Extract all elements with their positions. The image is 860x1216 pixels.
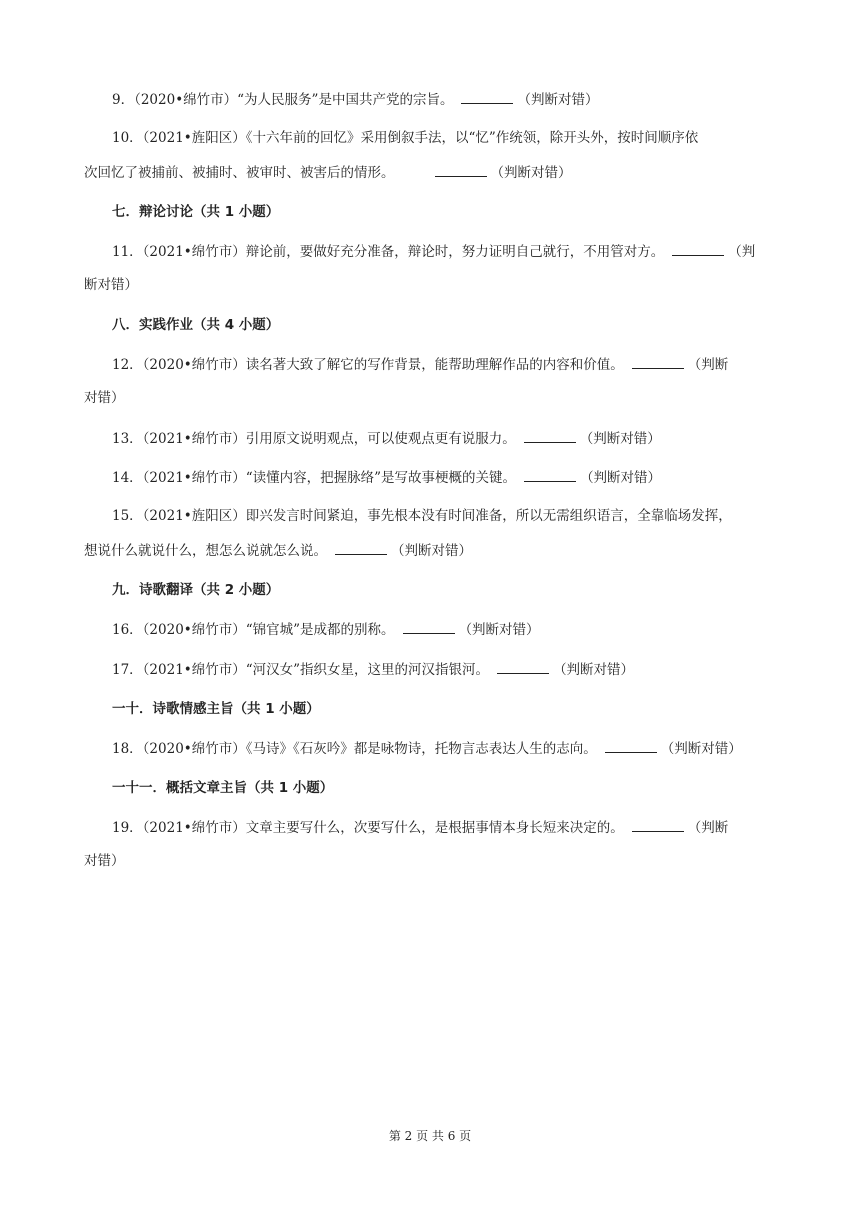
answer-blank[interactable] bbox=[461, 89, 513, 104]
answer-blank[interactable] bbox=[524, 428, 576, 443]
question-text: 17．（2021•绵竹市）“河汉女”指织女星，这里的河汉指银河。 bbox=[112, 662, 490, 678]
question-9 bbox=[84, 89, 784, 110]
question-12 bbox=[84, 354, 784, 375]
question-suffix: （判断 bbox=[687, 820, 729, 836]
question-text: 16．（2020•绵竹市）“锦官城”是成都的别称。 bbox=[112, 622, 395, 638]
answer-blank[interactable] bbox=[403, 619, 455, 634]
question-suffix: （判断对错） bbox=[580, 470, 662, 486]
question-11 bbox=[84, 241, 784, 262]
question-text: 9．（2020•绵竹市）“为人民服务”是中国共产党的宗旨。 bbox=[112, 92, 454, 108]
answer-blank[interactable] bbox=[335, 540, 387, 555]
question-text: 想说什么就说什么，想怎么说就怎么说。 bbox=[84, 543, 327, 559]
question-suffix: （判断对错） bbox=[553, 662, 635, 678]
question-suffix: （判断 bbox=[687, 357, 729, 373]
question-suffix: （判断对错） bbox=[490, 165, 572, 181]
question-suffix: （判断对错） bbox=[517, 92, 599, 108]
question-10: 10．（2021•旌阳区）《十六年前的回忆》采用倒叙手法，以“忆”作统领，除开头外，按时间顺序依 bbox=[112, 130, 699, 146]
question-suffix: （判断对错） bbox=[458, 622, 540, 638]
question-14 bbox=[84, 467, 784, 488]
question-15: 15．（2021•旌阳区）即兴发言时间紧迫，事先根本没有时间准备，所以无需组织语言，全靠临场发挥， bbox=[112, 508, 732, 524]
question-text: 19．（2021•绵竹市）文章主要写什么，次要写什么，是根据事情本身长短来决定的。 bbox=[112, 820, 624, 836]
question-19 bbox=[84, 817, 784, 838]
answer-blank[interactable] bbox=[605, 738, 657, 753]
question-text: 13．（2021•绵竹市）引用原文说明观点，可以使观点更有说服力。 bbox=[112, 431, 516, 447]
answer-blank[interactable] bbox=[524, 467, 576, 482]
question-suffix: （判 bbox=[728, 244, 756, 260]
question-suffix: （判断对错） bbox=[660, 741, 742, 757]
section-heading-10: 一十．诗歌情感主旨（共 1 小题） bbox=[112, 701, 320, 717]
answer-blank[interactable] bbox=[632, 354, 684, 369]
section-heading-9: 九．诗歌翻译（共 2 小题） bbox=[112, 582, 280, 598]
section-heading-7: 七．辩论讨论（共 1 小题） bbox=[112, 204, 280, 220]
question-13 bbox=[84, 428, 784, 449]
section-heading-8: 八．实践作业（共 4 小题） bbox=[112, 317, 280, 333]
answer-blank[interactable] bbox=[435, 162, 487, 177]
question-16 bbox=[84, 619, 784, 640]
answer-blank[interactable] bbox=[497, 659, 549, 674]
question-suffix: （判断对错） bbox=[579, 431, 661, 447]
page-footer: 第 2 页 共 6 页 bbox=[388, 1129, 472, 1143]
question-17 bbox=[84, 659, 784, 680]
question-text: 18．（2020•绵竹市）《马诗》《石灰吟》都是咏物诗，托物言志表达人生的志向。 bbox=[112, 741, 597, 757]
question-19-continued: 对错） bbox=[84, 853, 125, 869]
question-text: 14．（2021•绵竹市）“读懂内容，把握脉络”是写故事梗概的关键。 bbox=[112, 470, 517, 486]
question-11-continued: 断对错） bbox=[84, 277, 138, 293]
question-suffix: （判断对错） bbox=[391, 543, 472, 559]
question-10-continued bbox=[84, 162, 784, 183]
question-text: 次回忆了被捕前、被捕时、被审时、被害后的情形。 bbox=[84, 165, 395, 181]
answer-blank[interactable] bbox=[632, 817, 684, 832]
section-heading-11: 一十一．概括文章主旨（共 1 小题） bbox=[112, 780, 334, 796]
answer-blank[interactable] bbox=[672, 241, 724, 256]
question-12-continued: 对错） bbox=[84, 390, 125, 406]
question-18 bbox=[84, 738, 784, 759]
question-text: 11．（2021•绵竹市）辩论前，要做好充分准备，辩论时，努力证明自己就行，不用管对方。 bbox=[112, 244, 665, 260]
question-15-continued bbox=[84, 540, 784, 561]
question-text: 12．（2020•绵竹市）读名著大致了解它的写作背景，能帮助理解作品的内容和价值。 bbox=[112, 357, 624, 373]
